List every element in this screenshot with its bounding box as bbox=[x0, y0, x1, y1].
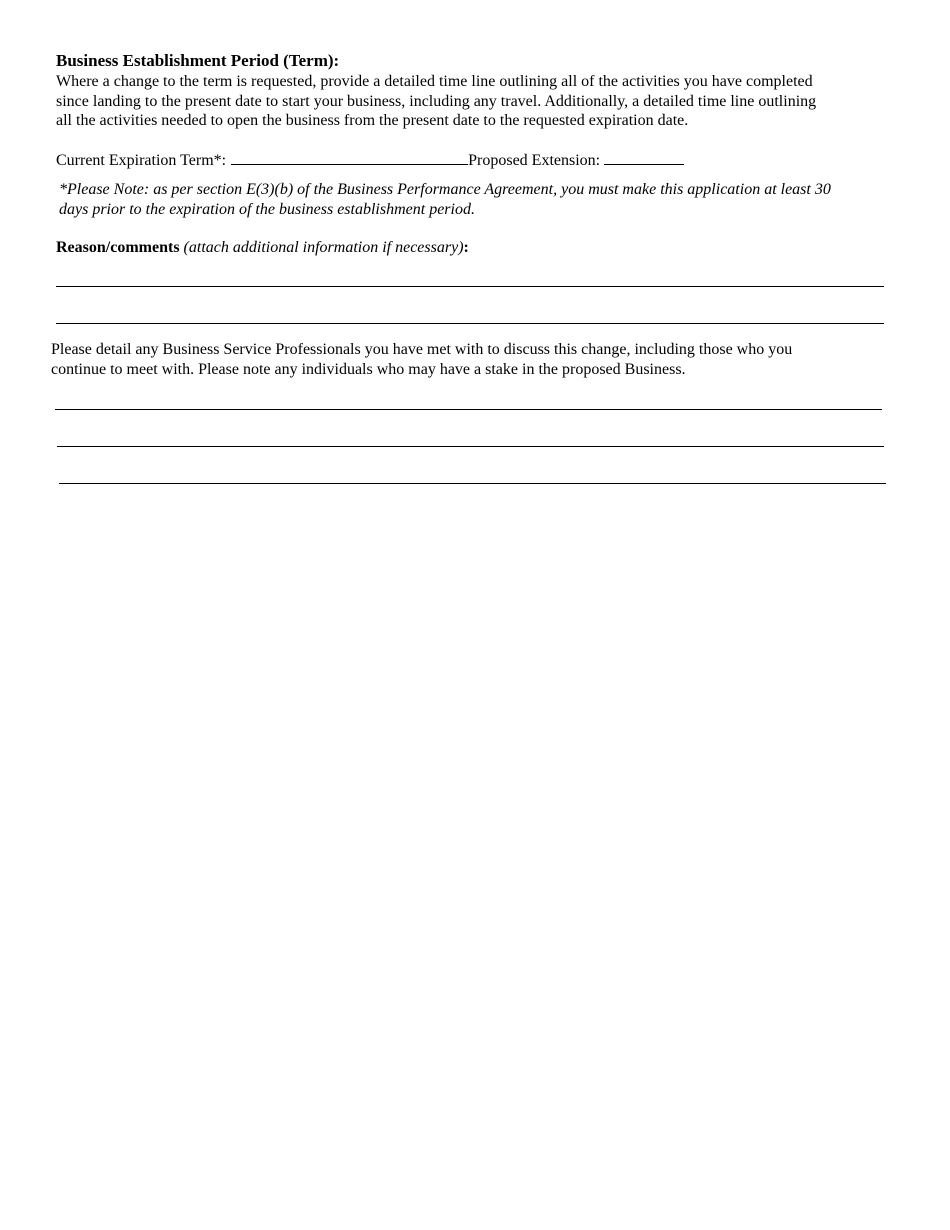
section-instructions bbox=[56, 72, 896, 131]
reason-label-hint: (attach additional information if necessary) bbox=[183, 239, 464, 256]
reason-answer-line-1[interactable] bbox=[56, 286, 884, 287]
deadline-note bbox=[59, 180, 899, 220]
reason-answer-line-2[interactable] bbox=[56, 323, 884, 324]
professionals-answer-line-2[interactable] bbox=[57, 446, 884, 447]
professionals-answer-line-1[interactable] bbox=[55, 409, 882, 410]
note-line: days prior to the expiration of the business establishment period. bbox=[59, 201, 475, 218]
proposed-extension-field[interactable] bbox=[604, 150, 684, 165]
instruction-line: Where a change to the term is requested, provide a detailed time line outlining all of the activities you have completed bbox=[56, 73, 813, 90]
note-line: *Please Note: as per section E(3)(b) of the Business Performance Agreement, you must make this application at least 30 bbox=[59, 181, 831, 198]
section-heading: Business Establishment Period (Term): bbox=[56, 51, 340, 70]
reason-comments-label bbox=[56, 238, 469, 258]
reason-label-bold: Reason/comments bbox=[56, 239, 180, 256]
prompt-line: Please detail any Business Service Professionals you have met with to discuss this change, including those who you bbox=[51, 341, 793, 358]
proposed-extension-label: Proposed Extension: bbox=[468, 152, 601, 169]
prompt-line: continue to meet with. Please note any individuals who may have a stake in the proposed Business. bbox=[51, 361, 686, 378]
instruction-line: all the activities needed to open the business from the present date to the requested expiration date. bbox=[56, 112, 689, 129]
current-expiration-field[interactable] bbox=[231, 150, 468, 165]
professionals-prompt bbox=[51, 340, 901, 380]
professionals-answer-line-3[interactable] bbox=[59, 483, 886, 484]
instruction-line: since landing to the present date to start your business, including any travel. Additionally, a detailed time line outlining bbox=[56, 92, 817, 110]
current-expiration-label: Current Expiration Term*: bbox=[56, 152, 227, 169]
term-fields-row bbox=[56, 150, 684, 171]
reason-label-colon: : bbox=[463, 239, 469, 256]
